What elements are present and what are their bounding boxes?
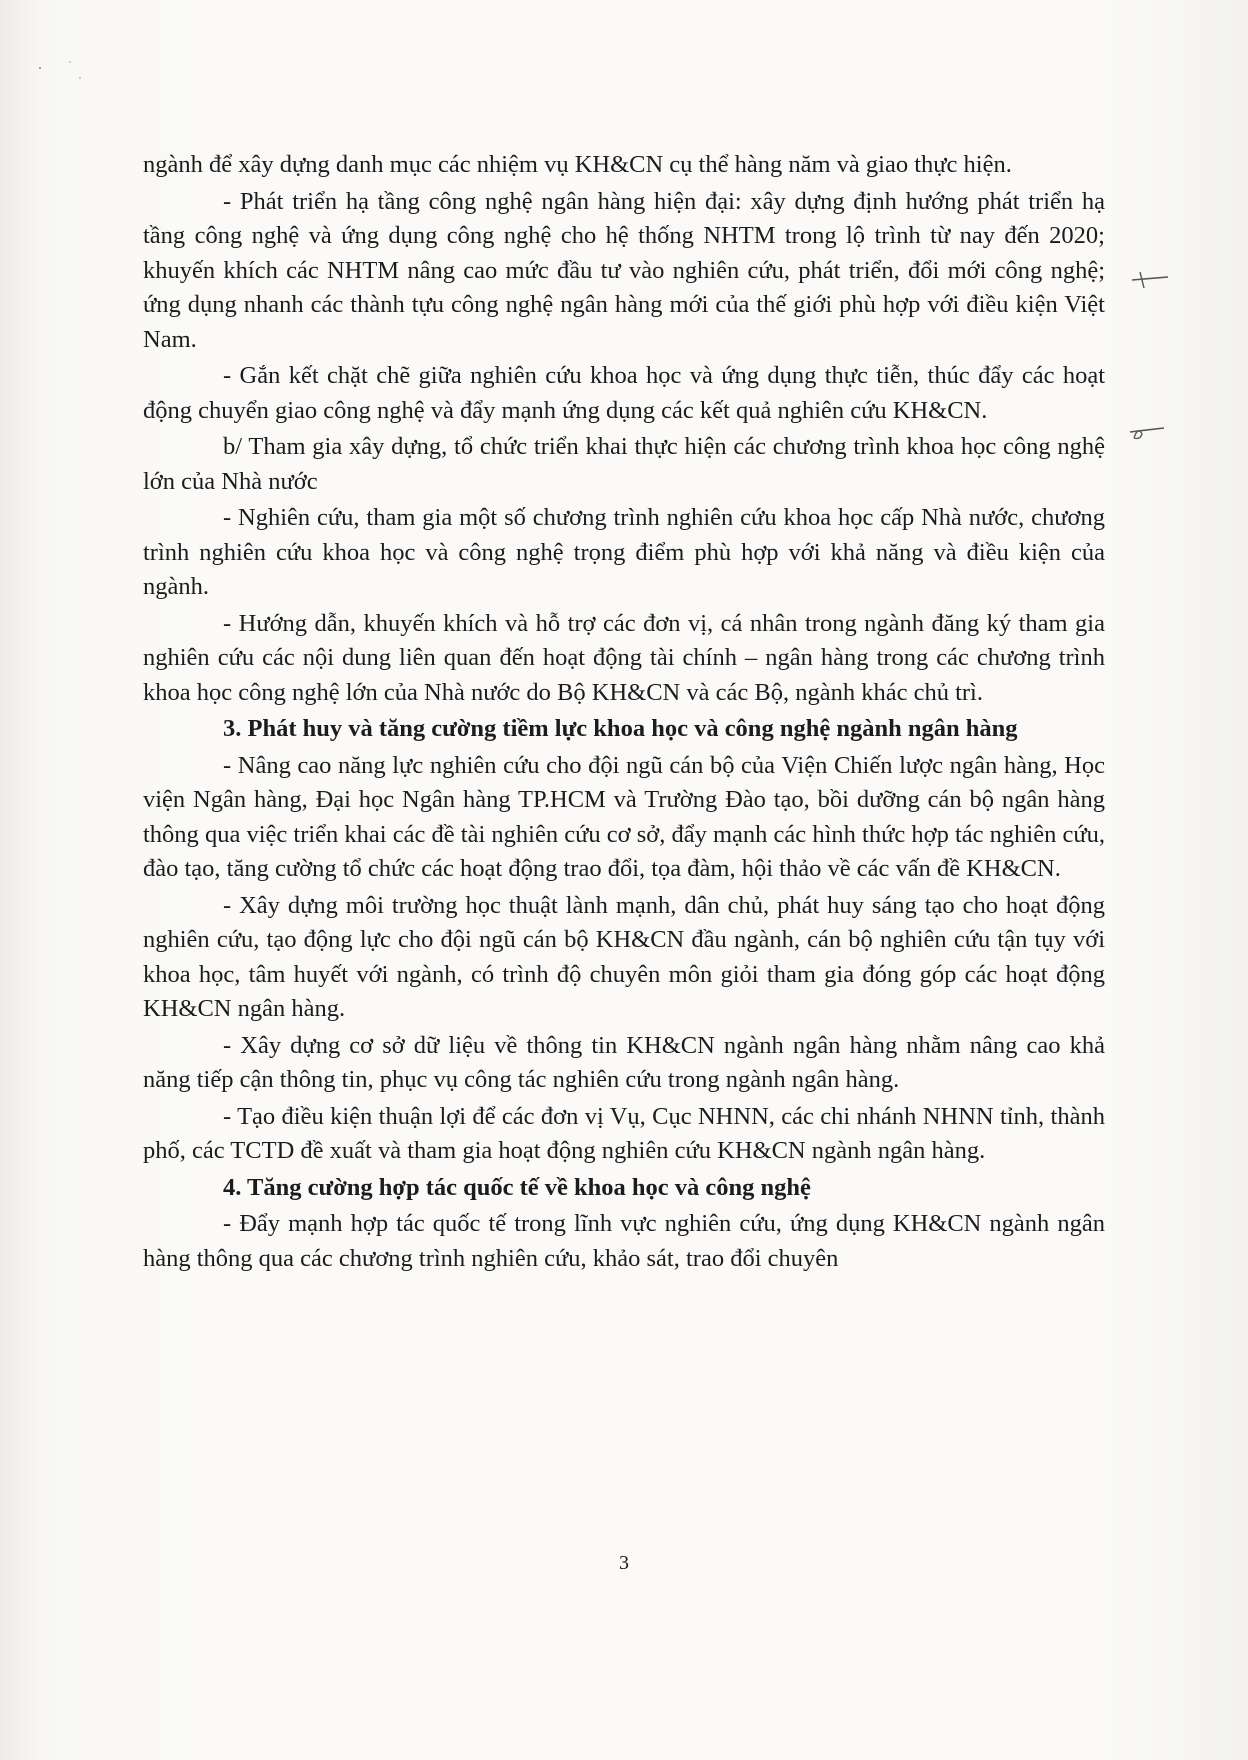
paragraph-conditions: - Tạo điều kiện thuận lợi để các đơn vị Vụ, Cục NHNN, các chi nhánh NHNN tỉnh, thành phố, các TCTD đề xuất và tham gia hoạt động nghiên cứu KH&CN ngành ngân hàng.: [143, 1102, 1105, 1164]
handwritten-check-mark: [1126, 420, 1166, 444]
paragraph-international: - Đẩy mạnh hợp tác quốc tế trong lĩnh vực nghiên cứu, ứng dụng KH&CN ngành ngân hàng thông qua các chương trình nghiên cứu, khảo sát, trao đổi chuyên: [143, 1210, 1105, 1272]
paragraph-guidance: - Hướng dẫn, khuyến khích và hỗ trợ các đơn vị, cá nhân trong ngành đăng ký tham gia nghiên cứu các nội dung liên quan đến hoạt động tài chính – ngân hàng trong các chương trình khoa học công nghệ lớn của Nhà nước do Bộ KH&CN và các Bộ, ngành khác chủ trì.: [143, 609, 1105, 706]
section-heading-3: 3. Phát huy và tăng cường tiềm lực khoa học và công nghệ ngành ngân hàng: [223, 715, 1018, 742]
paragraph-state-programs: - Nghiên cứu, tham gia một số chương trình nghiên cứu khoa học cấp Nhà nước, chương trình nghiên cứu khoa học và công nghệ trọng điểm phù hợp với khả năng và điều kiện của ngành.: [143, 504, 1105, 600]
paragraph-infrastructure: - Phát triển hạ tầng công nghệ ngân hàng hiện đại: xây dựng định hướng phát triển hạ tầng công nghệ và ứng dụng công nghệ cho hệ thống NHTM trong lộ trình từ nay đến 2020; khuyến khích các NHTM nâng cao mức đầu tư vào nghiên cứu, phát triển, đổi mới công nghệ; ứng dụng nhanh các thành tựu công nghệ ngân hàng mới của thế giới phù hợp với điều kiện Việt Nam.: [143, 187, 1105, 353]
paragraph-database: - Xây dựng cơ sở dữ liệu về thông tin KH&CN ngành ngân hàng nhằm nâng cao khả năng tiếp cận thông tin, phục vụ công tác nghiên cứu trong ngành ngân hàng.: [143, 1031, 1105, 1093]
paragraph-capacity: - Nâng cao năng lực nghiên cứu cho đội ngũ cán bộ của Viện Chiến lược ngân hàng, Học viện Ngân hàng, Đại học Ngân hàng TP.HCM và Trường Đào tạo, bồi dưỡng cán bộ ngân hàng thông qua việc triển khai các đề tài nghiên cứu cơ sở, đẩy mạnh các hình thức hợp tác nghiên cứu, đào tạo, tăng cường tổ chức các hoạt động trao đổi, tọa đàm, hội thảo về các vấn đề KH&CN.: [143, 751, 1105, 882]
paragraph-academic-environment: - Xây dựng môi trường học thuật lành mạnh, dân chủ, phát huy sáng tạo cho hoạt động nghiên cứu, tạo động lực cho đội ngũ cán bộ KH&CN đầu ngành, cán bộ nghiên cứu tận tụy với khoa học, tâm huyết với ngành, có trình độ chuyên môn giỏi tham gia đóng góp các hoạt động KH&CN ngân hàng.: [143, 891, 1105, 1022]
paragraph-subsection-b: b/ Tham gia xây dựng, tổ chức triển khai thực hiện các chương trình khoa học công nghệ lớn của Nhà nước: [143, 433, 1105, 495]
scan-specks: [30, 60, 90, 100]
paragraph-continuation: ngành để xây dựng danh mục các nhiệm vụ KH&CN cụ thể hàng năm và giao thực hiện.: [143, 151, 1012, 178]
section-heading-4: 4. Tăng cường hợp tác quốc tế về khoa học và công nghệ: [223, 1173, 811, 1201]
document-body: [143, 148, 1105, 1278]
paragraph-research-link: - Gắn kết chặt chẽ giữa nghiên cứu khoa học và ứng dụng thực tiễn, thúc đẩy các hoạt động chuyển giao công nghệ và đẩy mạnh ứng dụng các kết quả nghiên cứu KH&CN.: [143, 362, 1105, 424]
handwritten-check-mark: [1130, 268, 1170, 292]
page-number: 3: [619, 1552, 629, 1574]
